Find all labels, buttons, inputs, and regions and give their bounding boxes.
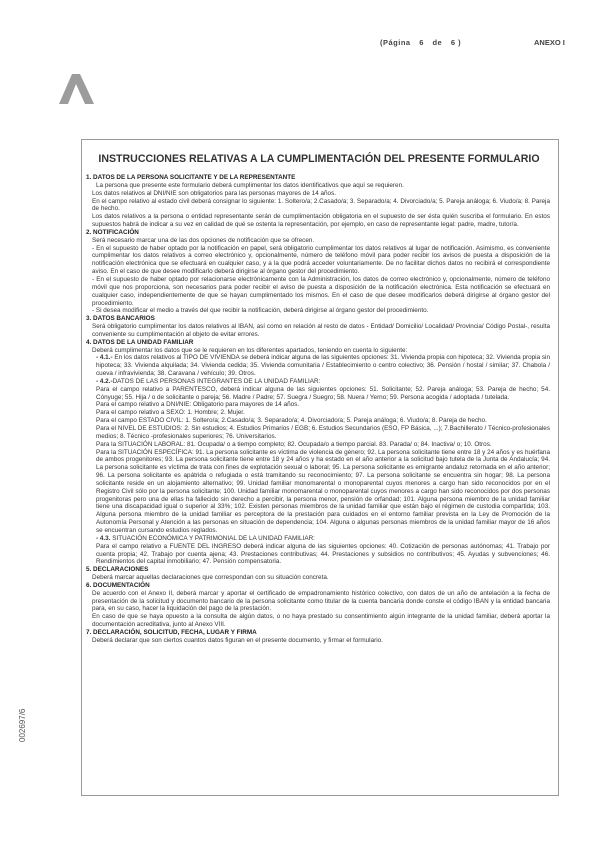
page-label: (Página xyxy=(380,38,411,47)
subsection-text: En los datos relativos al TIPO DE VIVIENDA se deberá indicar alguna de las siguientes opciones: 31. Vivienda propia con hipoteca; 32. Vivienda propia sin hipoteca; 33. Vivienda alquilada; 34. Vivienda cedida; 35. Vivienda comunitaria / Establecimiento o centro colectivo; 36. Pensión / hostal / similar; 37. Chabola / cueva / infravivienda; 38. Caravana / vehículo; 39. Otros. xyxy=(96,354,550,378)
section-heading: 3. DATOS BANCARIOS xyxy=(86,315,155,323)
annex-label: ANEXO I xyxy=(534,38,565,47)
subsection-item: Para la SITUACIÓN LABORAL: 81. Ocupada/ o a tiempo completo; 82. Ocupada/o a tiempo parcial. 83. Parada/ o; 84. Inactiva/ o; 10. Otros. xyxy=(96,440,492,448)
subsection-label: - 4.1.- xyxy=(96,354,113,362)
subsection-4-2 xyxy=(86,378,550,386)
section-paragraph: - Si desea modificar el medio a través del que recibir la notificación, deberá dirigirse al órgano gestor del procedimiento. xyxy=(92,307,429,315)
subsection-item: Para el campo ESTADO CIVIL: 1. Soltero/a; 2.Casado/a; 3. Separado/a; 4. Divorciado/a; 5. Pareja análoga; 6. Viudo/a; 8. Pareja de hecho. xyxy=(96,417,487,425)
section-paragraph: De acuerdo con el Anexo II, deberá marcar y aportar el certificado de empadronamiento histórico colectivo, con datos de un año de antelación a la fecha de presentación de la solicitud y documento bancario de la persona solicitante como titular de la cuenta bancaria donde conste el código IBAN y la entidad bancaria para, en su caso, hacer la liquidación del pago de la prestación. xyxy=(92,589,550,613)
subsection-item: Para el NIVEL DE ESTUDIOS: 2. Sin estudios; 4. Estudios Primarios / EGB; 6. Estudios Secundarios (ESO, FP Básica, ...); 7.Bachillerato / Técnico-profesionales medios; 8. Técnico -profesionales superiores; 76. Universitarios. xyxy=(96,425,550,440)
section-paragraph: Será obligatorio cumplimentar los datos relativos al IBAN, así como en relación al resto de datos - Entidad/ Domicilio/ Localidad/ Provincia/ Código Postal-, resulta conveniente su cumplimentación al objeto de evitar errores. xyxy=(92,323,550,338)
page-current: 6 xyxy=(419,38,424,47)
subsection-item: Para el campo relativo a PARENTESCO, deberá indicar alguna de las siguientes opciones: 51. Solicitante; 52. Pareja análoga; 53. Pareja de hecho; 54. Cónyuge; 55. Hija / o de solicitante o pareja; 56. Madre / Padre; 57. Suegra / Suegro; 58. Nuera / Yerno; 59. Persona acogida / adoptada / tutelada. xyxy=(96,385,550,401)
section-heading: 4. DATOS DE LA UNIDAD FAMILIAR xyxy=(86,338,194,346)
subsection-item: Para el campo relativo a FUENTE DEL INGRESO deberá indicar alguna de las siguientes opciones: 40. Cotización de personas autónomas; 41. Trabajo por cuenta propia; 42. Trabajo por cuenta ajena; 43. Prestaciones contributivas; 44. Prestaciones y subsidios no contributivos; 45. Ayudas y subvenciones; 46. Rendimientos del capital inmobiliario; 47. Pensión compensatoria. xyxy=(96,542,550,566)
subsection-label: - 4.2.- xyxy=(96,377,113,385)
subsection-heading: DATOS DE LAS PERSONAS INTEGRANTES DE LA UNIDAD FAMILIAR: xyxy=(112,377,321,385)
page-de-label: de xyxy=(432,38,443,47)
section-paragraph: Los datos relativos a la persona o entidad representante serán de cumplimentación obligatoria en el supuesto de ser ésta quién suscriba el formulario. En estos supuestos habrá de indicar a su vez en calidad de qué se ostenta la representación, por ejemplo, en caso de representante legal: padre, madre, tutor/a. xyxy=(92,213,550,229)
section-heading: 2. NOTIFICACIÓN xyxy=(86,228,139,236)
section-paragraph: Deberá cumplimentar los datos que se le requieren en los diferentes apartados, teniendo en cuenta lo siguiente: xyxy=(92,346,408,354)
section-heading: 6. DOCUMENTACIÓN xyxy=(86,581,150,589)
form-code: 002697/6 xyxy=(18,708,27,742)
section-paragraph: En el campo relativo al estado civil deberá consignar lo siguiente: 1. Soltero/a; 2.Casado/a; 3. Separado/a; 4. Divorciado/a; 5. Pareja análoga; 6. Viudo/a; 8. Pareja de hecho. xyxy=(92,197,550,213)
section-paragraph: Deberá marcar aquellas declaraciones que correspondan con su situación concreta. xyxy=(92,574,329,582)
subsection-heading: SITUACIÓN ECONÓMICA Y PATRIMONIAL DE LA UNIDAD FAMILIAR: xyxy=(112,534,315,542)
section-paragraph: - En el supuesto de haber optado por relacionarse electrónicamente con la Administración, los datos de correo electrónico y, opcionalmente, número de teléfono móvil que nos proporciona, son necesarios para poder recibir el aviso de puesta a disposición de la notificación electrónica. Esta notificación se efectuará en cualquier caso, independientemente de que se hayan cumplimentado los mismos. En el caso de que desee modificarlos deberá dirigirse al órgano gestor del procedimiento. xyxy=(92,275,550,307)
subsection-item: Para el campo relativo a DNI/NIE: Obligatorio para mayores de 14 años. xyxy=(96,401,300,409)
form-title: INSTRUCCIONES RELATIVAS A LA CUMPLIMENTACIÓN DEL PRESENTE FORMULARIO xyxy=(98,153,540,165)
section-paragraph: Los datos relativos al DNI/NIE son obligatorios para las personas mayores de 14 años. xyxy=(92,189,337,197)
subsection-label: - 4.3. xyxy=(96,534,111,542)
section-paragraph: Será necesario marcar una de las dos opciones de notificación que se ofrecen. xyxy=(92,236,315,244)
section-paragraph: En caso de que se haya opuesto a la consulta de algún datos, o no haya prestado su consentimiento algún integrante de la unidad familiar, deberá aportar la documentación acreditativa, junto al Anexo VIII. xyxy=(92,613,550,629)
section-paragraph: Deberá declarar que son ciertos cuantos datos figuran en el presente documento, y firmar el formulario. xyxy=(92,636,383,644)
subsection-4-1 xyxy=(86,354,550,378)
section-paragraph: - En el supuesto de haber optado por la notificación en papel, será obligatorio cumplimentar los datos relativos al lugar de notificación. Asimismo, es conveniente cumplimentar los datos relativos a correo electrónico y, opcionalmente, número de teléfono móvil para poder recibir los avisos de puesta a disposición de la notificación electrónica que se efectuará en cualquier caso, y a la que podrá acceder voluntariamente. De no facilitar dichos datos no recibirá el correspondiente aviso. En el caso de que desee modificarlo deberá dirigirse al órgano gestor del procedimiento. xyxy=(92,244,550,276)
section-heading: 1. DATOS DE LA PERSONA SOLICITANTE Y DE LA REPRESENTANTE xyxy=(86,174,296,181)
page-indicator xyxy=(380,38,467,47)
subsection-item: Para el campo relativo a SEXO: 1. Hombre; 2. Mujer. xyxy=(96,409,245,417)
page-total: 6 ) xyxy=(450,38,462,47)
subsection-4-3 xyxy=(86,535,550,543)
subsection-item: Para la SITUACIÓN ESPECÍFICA: 91. La persona solicitante es víctima de violencia de género; 92. La persona solicitante tiene entre 18 y 24 años y es huérfana de ambos progenitores; 93. La persona solicitante tiene entre 18 y 24 años y ha estado en el año anterior a la solicitud bajo tutela de la Junta de Andalucía; 94. La persona solicitante es víctima de trata con fines de explotación sexual o laboral; 95. La persona solicitante es emigrante andaluz retornada en el año anterior; 96. La persona solicitante es apátrida o refugiada o está tramitando su reconocimiento; 97. La persona solicitante se encuentra sin hogar; 98. La persona solicitante reside en un alojamiento alternativo; 99. Unidad familiar monomarental o monoparental cuyos menores a cargo han sido reconocidos por en el Registro Civil sólo por la persona solicitante; 100. Unidad familiar monomarental o monoparental cuyos menores a cargo han sido reconocidos por dos personas progenitoras pero una de ellas ha fallecido sin derecho a percibir, la persona menor, pensión de orfandad; 101. Alguna persona miembro de la unidad familiar tiene una discapacidad igual o superior al 33%; 102. Existen personas miembros de la unidad familiar que están bajo el régimen de custodia compartida; 103. Alguna persona miembro de la unidad familiar es perceptora de la prestación para cuidados en el entorno familiar prevista en la Ley de Promoción de la Autonomía Personal y Atención a las personas en situación de dependencia; 104. Alguna o algunas personas miembros de la unidad familiar mayor de 16 años se encuentran cursando estudios reglados. xyxy=(96,448,550,534)
section-heading: 5. DECLARACIONES xyxy=(86,566,149,574)
section-paragraph: La persona que presente este formulario deberá cumplimentar los datos identificativos que aquí se requieren. xyxy=(96,181,404,189)
junta-logo-icon xyxy=(56,72,96,106)
instructions-content xyxy=(86,174,550,645)
section-heading: 7. DECLARACIÓN, SOLICITUD, FECHA, LUGAR Y FIRMA xyxy=(86,628,257,636)
